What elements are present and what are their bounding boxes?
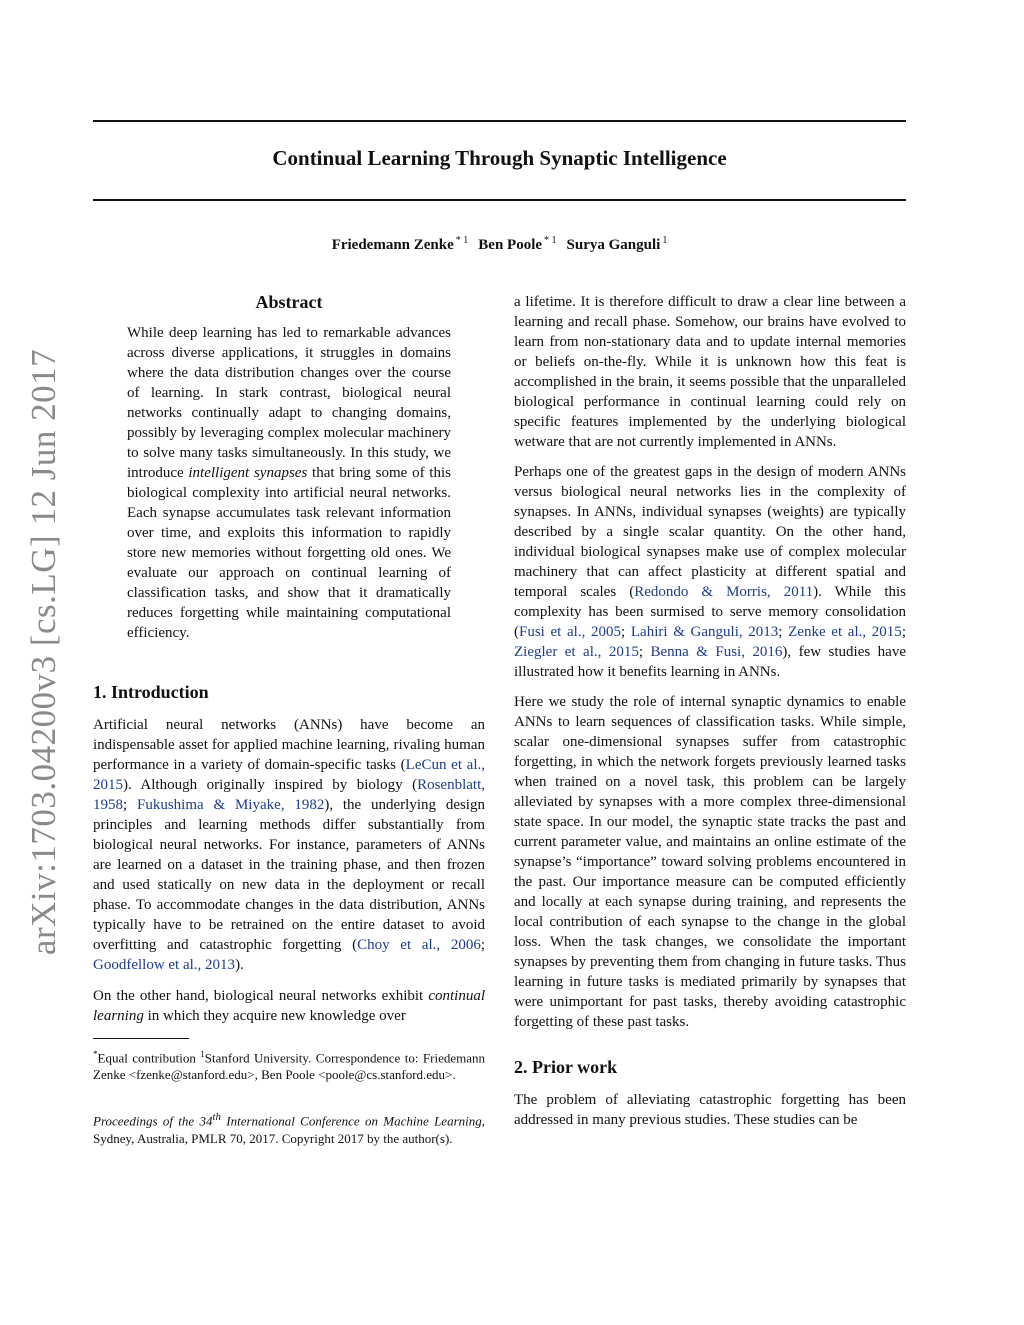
proceedings-text: , Sydney, Australia, PMLR 70, 2017. Copyright 2017 by the author(s). (93, 1113, 485, 1146)
paragraph-text: in which they acquire new knowledge over (143, 1008, 406, 1024)
paragraph-text: ). While this complexity has been surmised to serve memory consolidation ( (514, 584, 906, 640)
proceedings-note (93, 1109, 485, 1146)
paragraph-emphasis: continual learning (93, 988, 485, 1024)
paragraph-text: ). Although originally inspired by biology ( (123, 777, 418, 793)
abstract-emphasis: intelligent synapses (188, 465, 308, 481)
intro-paragraph-5: Here we study the role of internal synaptic dynamics to enable ANNs to learn sequences of classification tasks. While simple, scalar one-dimensional synapses suffer from catastrophic forgetting, in which the network forgets previously learned tasks when trained on a novel task, this problem can be largely alleviated by synapses with a more complex three-dimensional state space. In our model, the synaptic state tracks the past and current parameter value, and maintains an online estimate of the synapse’s “importance” toward solving problems encountered in the past. Our importance measure can be computed efficiently and locally at each synapse during training, and represents the local contribution of each synapse to the change in the global loss. When the task changes, we consolidate the important synapses by preventing them from changing in future tasks. Thus learning in future tasks is mediated primarily by synapses that were unimportant for past tasks, thereby avoiding catastrophic forgetting of these past tasks. (514, 694, 906, 1030)
footnote-text: Equal contribution (97, 1050, 201, 1066)
proceedings-ordinal: th (212, 1111, 221, 1124)
proceedings-number: 34 (199, 1113, 213, 1129)
footnote-mark: * (93, 1049, 98, 1059)
paragraph-text: ; (621, 624, 631, 640)
footnote-mark: 1 (200, 1049, 205, 1059)
author-name: Surya Ganguli (566, 237, 661, 253)
citation-link[interactable]: Ziegler et al., 2015 (514, 644, 639, 660)
citation-link[interactable]: Goodfellow et al., 2013 (93, 957, 236, 973)
abstract-body (127, 323, 451, 643)
author-affiliation-mark: * 1 (455, 235, 469, 246)
paragraph-text: ; (778, 624, 789, 640)
proceedings-text: Proceedings of the (93, 1113, 200, 1129)
intro-paragraph-1 (93, 715, 485, 975)
author-name: Friedemann Zenke (331, 237, 454, 253)
abstract-heading: Abstract (255, 292, 323, 312)
paragraph-text: ). (235, 957, 244, 973)
arxiv-identifier: arXiv:1703.04200v3 [cs.LG] 12 Jun 2017 (24, 348, 63, 956)
right-column (514, 292, 906, 1140)
author-name: Ben Poole (478, 237, 543, 253)
citation-link[interactable]: LeCun et al., 2015 (93, 757, 485, 793)
paper-title: Continual Learning Through Synaptic Intelligence (272, 146, 727, 170)
citation-link[interactable]: Redondo & Morris, 2011 (634, 584, 814, 600)
paragraph-text: Perhaps one of the greatest gaps in the design of modern ANNs versus biological neural networks lies in the complexity of synapses. In ANNs, individual synapses (weights) are typically described by a single scalar quantity. On the other hand, individual biological synapses make use of complex molecular machinery that can affect plasticity at different spatial and temporal scales ( (514, 464, 906, 600)
abstract-text: While deep learning has led to remarkable advances across diverse applications, it struggles in domains where the data distribution changes over the course of learning. In stark contrast, biological neural networks continually adapt to changing domains, possibly by leveraging complex molecular machinery to solve many tasks simultaneously. In this study, we introduce (127, 325, 451, 481)
author-affiliation-mark: 1 (662, 235, 668, 246)
footnote-divider (93, 1038, 189, 1039)
citation-link[interactable]: Fusi et al., 2005 (519, 624, 622, 640)
paragraph-text: ; (123, 797, 137, 813)
citation-link[interactable]: Choy et al., 2006 (357, 937, 481, 953)
footnote (93, 1046, 485, 1083)
citation-link[interactable]: Lahiri & Ganguli, 2013 (630, 624, 779, 640)
citation-link[interactable]: Fukushima & Miyake, 1982 (136, 797, 325, 813)
paragraph-text: ; (638, 644, 651, 660)
citation-link[interactable]: Benna & Fusi, 2016 (650, 644, 783, 660)
prior-work-paragraph-1: The problem of alleviating catastrophic forgetting has been addressed in many previous studies. These studies can be (514, 1092, 906, 1128)
author-affiliation-mark: * 1 (544, 235, 557, 246)
section-heading-prior-work: 2. Prior work (514, 1057, 618, 1077)
citation-link[interactable]: Rosenblatt, 1958 (93, 777, 485, 813)
abstract-text: that bring some of this biological complexity into artificial neural networks. Each synapse accumulates task relevant information over time, and exploits this information to rapidly store new memories without forgetting old ones. We evaluate our approach on continual learning of classification tasks, and show that it dramatically reduces forgetting while maintaining computational efficiency. (127, 465, 451, 641)
proceedings-text: International Conference on Machine Learning (220, 1113, 482, 1129)
section-heading-introduction: 1. Introduction (93, 682, 209, 702)
paragraph-text: On the other hand, biological neural networks exhibit (93, 988, 429, 1004)
left-column (93, 292, 485, 1147)
paragraph-text: ; (480, 937, 485, 953)
author-list (93, 235, 906, 254)
footnote-text: Stanford University. Correspondence to: Friedemann Zenke <fzenke@stanford.edu>, Ben Poole <poole@cs.stanford.edu>. (93, 1050, 485, 1083)
title-rule-top (93, 120, 906, 122)
title-rule-bottom (93, 199, 906, 201)
intro-paragraph-2 (93, 986, 485, 1026)
paragraph-text: ; (901, 624, 906, 640)
paragraph-text: Artificial neural networks (ANNs) have become an indispensable asset for applied machine learning, rivaling human performance in a variety of domain-specific tasks ( (93, 717, 485, 773)
intro-paragraph-3: a lifetime. It is therefore difficult to draw a clear line between a learning and recall phase. Somehow, our brains have evolved to learn from non-stationary data and to update internal memories or beliefs on-the-fly. While it is unknown how this feat is accomplished in the brain, it seems possible that the unparalleled biological performance in continual learning could rely on specific features implemented by the underlying biological wetware that are not currently implemented in ANNs. (514, 294, 906, 450)
paragraph-text: ), the underlying design principles and learning methods differ substantially from biological neural networks. For instance, parameters of ANNs are learned on a dataset in the training phase, and then frozen and used statically on new data in the deployment or recall phase. To accommodate changes in the data distribution, ANNs typically have to be retrained on the entire dataset to avoid overfitting and catastrophic forgetting ( (93, 797, 485, 953)
citation-link[interactable]: Zenke et al., 2015 (788, 624, 902, 640)
intro-paragraph-4 (514, 462, 906, 682)
paragraph-text: ), few studies have illustrated how it benefits learning in ANNs. (514, 644, 906, 680)
